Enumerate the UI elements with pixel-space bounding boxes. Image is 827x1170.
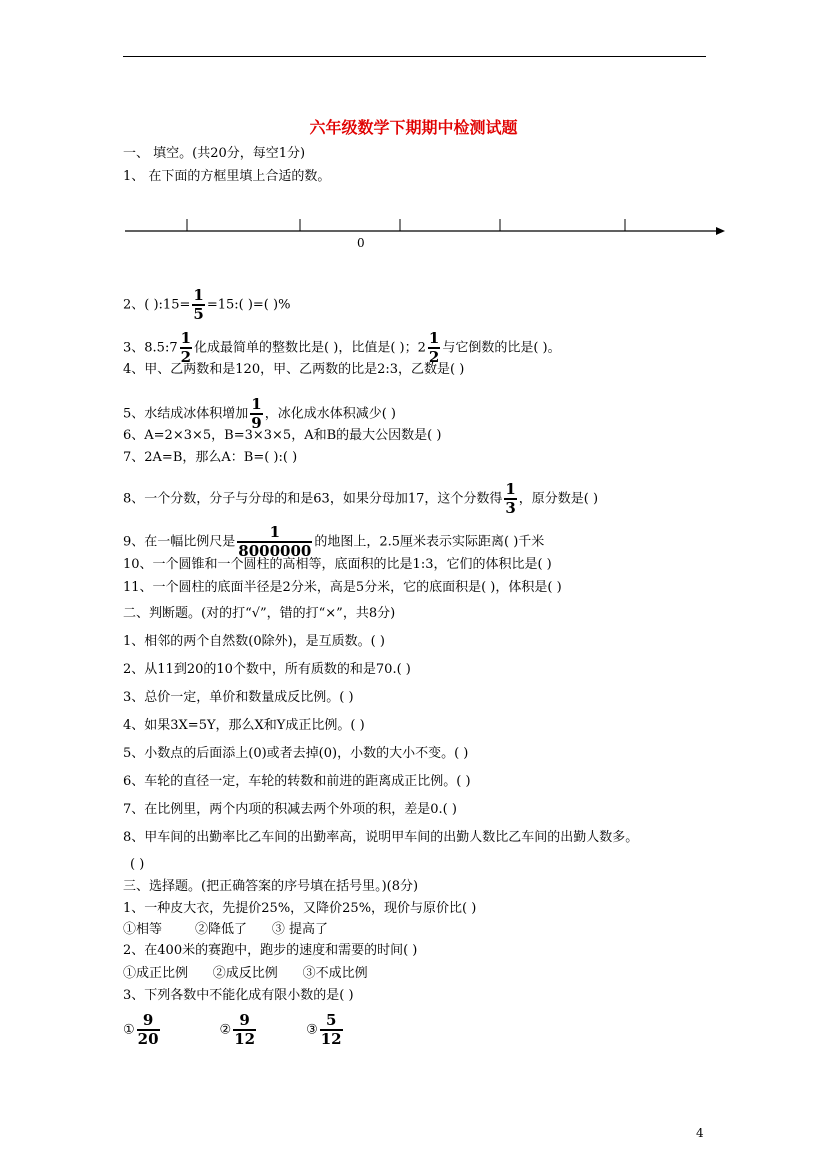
judge-item: ( ) [130, 857, 145, 872]
judge-item: 1、相邻的两个自然数(0除外)，是互质数。( ) [123, 634, 385, 649]
choice-q3-options [123, 1012, 345, 1048]
option-1-label: ① [123, 1022, 135, 1038]
choice-q3: 3、下列各数中不能化成有限小数的是( ) [123, 988, 354, 1003]
fraction: $\frac{1}{3}$ [505, 480, 516, 517]
section2-header: 二、判断题。(对的打“√”，错的打“×”，共8分) [123, 606, 396, 621]
option-2-fraction: $\frac{9}{12}$ [234, 1011, 256, 1048]
fraction: $\frac{1}{8000000}$ [238, 523, 312, 560]
q1-7: 7、2A=B，那么A：B=( ):( ) [123, 450, 298, 465]
q1-10: 10、一个圆锥和一个圆柱的高相等，底面积的比是1:3，它们的体积比是( ) [123, 557, 552, 572]
number-line-arrow [716, 227, 725, 235]
choice-q1: 1、一种皮大衣，先提价25%，又降价25%，现价与原价比( ) [123, 901, 477, 916]
section1-header: 一、 填空。(共20分，每空1分) [123, 146, 306, 161]
judge-item: 8、甲车间的出勤率比乙车间的出勤率高，说明甲车间的出勤人数比乙车间的出勤人数多。 [123, 830, 639, 845]
page-number: 4 [696, 1126, 704, 1140]
q1-2: 2、( ):15= $\frac{1}{5}$ =15:( )=( )% [123, 286, 291, 323]
judge-item: 7、在比例里，两个内项的积减去两个外项的积，差是0.( ) [123, 802, 457, 817]
judge-item: 2、从11到20的10个数中，所有质数的和是70.( ) [123, 662, 411, 677]
fraction: $\frac{1}{9}$ [251, 395, 262, 432]
q1-6: 6、A=2×3×5，B=3×3×5，A和B的最大公因数是( ) [123, 428, 442, 443]
section3-header: 三、选择题。(把正确答案的序号填在括号里。)(8分) [123, 879, 419, 894]
zero-label: 0 [357, 236, 365, 250]
judge-item: 6、车轮的直径一定，车轮的转数和前进的距离成正比例。( ) [123, 774, 471, 789]
option-3-fraction: $\frac{5}{12}$ [320, 1011, 342, 1048]
fraction: $\frac{1}{5}$ [193, 286, 204, 323]
page-title: 六年级数学下期期中检测试题 [309, 118, 518, 137]
top-rule [123, 56, 706, 57]
q1-9: 9、在一幅比例尺是 $\frac{1}{8000000}$ 的地图上，2.5厘米表示实际距离( )千米 [123, 523, 545, 560]
q1-8: 8、一个分数，分子与分母的和是63，如果分母加17，这个分数得 $\frac{1}{3}$ ，原分数是( ) [123, 480, 599, 517]
fraction: $\frac{1}{2}$ [180, 329, 192, 366]
choice-q1-options: ①相等 ②降低了 ③ 提高了 [123, 922, 328, 937]
fraction: $\frac{1}{2}$ [428, 329, 440, 366]
q1-4: 4、甲、乙两数和是120，甲、乙两数的比是2:3，乙数是( ) [123, 362, 465, 377]
q1-1: 1、 在下面的方框里填上合适的数。 [123, 169, 331, 184]
judge-item: 5、小数点的后面添上(0)或者去掉(0)，小数的大小不变。( ) [123, 746, 469, 761]
choice-q2: 2、在400米的赛跑中，跑步的速度和需要的时间( ) [123, 943, 418, 958]
q1-5: 5、水结成冰体积增加 $\frac{1}{9}$ ，冰化成水体积减少( ) [123, 395, 396, 432]
option-3-label: ③ [306, 1022, 318, 1038]
q1-3: 3、8.5:7 $\frac{1}{2}$ 化成最简单的整数比是( )，比值是( )；2 $\frac{1}{2}$ 与它倒数的比是( )。 [123, 329, 561, 366]
option-1-fraction: $\frac{9}{20}$ [137, 1011, 159, 1048]
option-2-label: ② [219, 1022, 232, 1038]
q1-11: 11、一个圆柱的底面半径是2分米，高是5分米，它的底面积是( )，体积是( ) [123, 580, 562, 595]
judge-item: 3、总价一定，单价和数量成反比例。( ) [123, 690, 354, 705]
number-line [123, 212, 733, 252]
choice-q2-options: ①成正比例 ②成反比例 ③不成比例 [123, 966, 368, 981]
judge-item: 4、如果3X=5Y，那么X和Y成正比例。( ) [123, 718, 365, 733]
